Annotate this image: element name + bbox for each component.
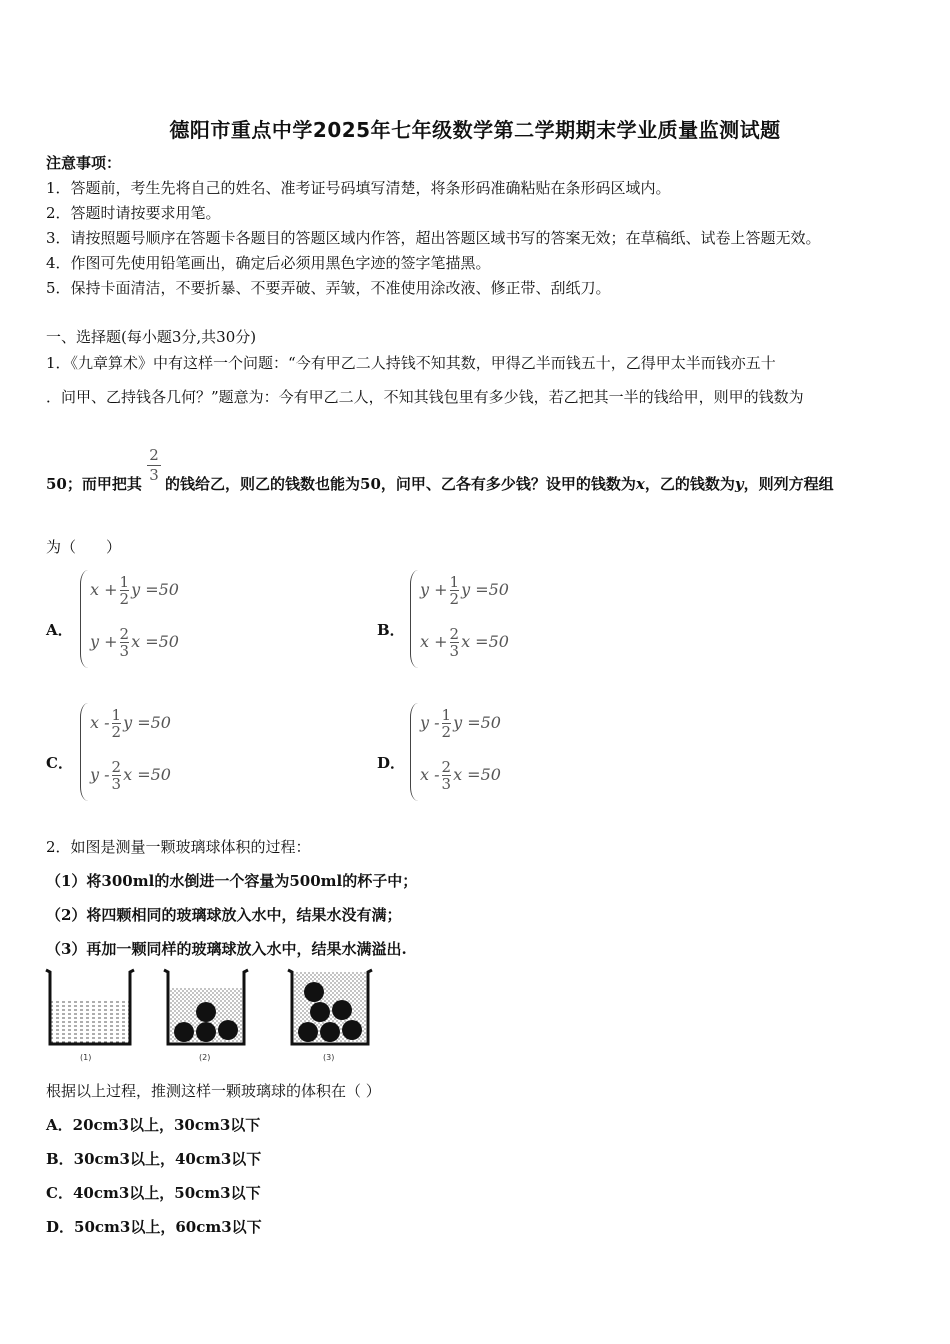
note-item: 4．作图可先使用铅笔画出，确定后必须用黑色字迹的签字笔描黑。 — [46, 254, 491, 272]
q1-line3d: ，则列方程组 — [743, 475, 834, 493]
option-c-system — [80, 703, 220, 803]
glass-ball — [298, 1022, 318, 1042]
q2-option-c[interactable]: C．40cm3以上，50cm3以下 — [46, 1184, 261, 1202]
option-a-label[interactable]: A． — [46, 621, 73, 639]
fig-label-1: (1) — [80, 1053, 92, 1062]
equation-row: x + $\frac{1}{2}$ y =50 — [90, 573, 179, 608]
q2-step: （2）将四颗相同的玻璃球放入水中，结果水没有满； — [46, 906, 402, 924]
fig-label-3: (3) — [323, 1053, 335, 1062]
note-item: 2．答题时请按要求用笔。 — [46, 204, 221, 222]
glass-ball — [320, 1022, 340, 1042]
equation-row: y + $\frac{2}{3}$ x =50 — [90, 625, 179, 660]
q1-line3a: 50；而甲把其 — [46, 475, 142, 493]
equation-row: x - $\frac{1}{2}$ y =50 — [90, 706, 171, 741]
brace — [410, 570, 419, 668]
fig-label-2: (2) — [199, 1053, 211, 1062]
option-c-label[interactable]: C． — [46, 754, 73, 772]
page-title: 德阳市重点中学2025年七年级数学第二学期期末学业质量监测试题 — [169, 118, 781, 142]
beaker-2 — [164, 970, 248, 1062]
var-y: y — [734, 475, 744, 493]
equation-row: y + $\frac{1}{2}$ y =50 — [420, 573, 509, 608]
q2-stem: 2．如图是测量一颗玻璃球体积的过程： — [46, 838, 311, 856]
equation-row: y - $\frac{2}{3}$ x =50 — [90, 758, 171, 793]
q1-line4: 为（ ） — [46, 538, 122, 556]
option-d-label[interactable]: D． — [377, 754, 406, 772]
beaker-1 — [46, 970, 134, 1062]
q2-step: （1）将300ml的水倒进一个容量为500ml的杯子中； — [46, 872, 418, 890]
fraction-two-thirds — [147, 447, 161, 484]
q1-line3b: 的钱给乙，则乙的钱数也能为50，问甲、乙各有多少钱？设甲的钱数为 — [165, 475, 636, 493]
option-d-system — [410, 703, 550, 803]
brace — [80, 570, 89, 668]
q1-line3c: ，乙的钱数为 — [644, 475, 735, 493]
q1-line2: ．问甲、乙持钱各几何？”题意为：今有甲乙二人，不知其钱包里有多少钱，若乙把其一半的钱给甲，则甲的钱数为 — [46, 388, 804, 406]
option-b-system — [410, 570, 550, 670]
brace — [410, 703, 419, 801]
equation-row: x + $\frac{2}{3}$ x =50 — [420, 625, 509, 660]
glass-ball — [174, 1022, 194, 1042]
glass-ball — [304, 982, 324, 1002]
q2-question: 根据以上过程，推测这样一颗玻璃球的体积在（ ） — [46, 1082, 381, 1100]
option-a-system — [80, 570, 220, 670]
fraction-denominator: 3 — [149, 466, 159, 484]
q2-option-d[interactable]: D．50cm3以上，60cm3以下 — [46, 1218, 262, 1236]
beaker-figure — [44, 964, 374, 1064]
q2-option-b[interactable]: B．30cm3以上，40cm3以下 — [46, 1150, 262, 1168]
notes-heading: 注意事项： — [46, 154, 122, 172]
brace — [80, 703, 89, 801]
glass-ball — [310, 1002, 330, 1022]
fraction-numerator: 2 — [149, 446, 159, 464]
glass-ball — [332, 1000, 352, 1020]
equation-row: x - $\frac{2}{3}$ x =50 — [420, 758, 501, 793]
option-b-label[interactable]: B． — [377, 621, 405, 639]
beaker-3 — [288, 970, 372, 1062]
note-item: 3．请按照题号顺序在答题卡各题目的答题区域内作答，超出答题区域书写的答案无效；在草稿纸、试卷上答题无效。 — [46, 229, 821, 247]
glass-ball — [342, 1020, 362, 1040]
note-item: 1．答题前，考生先将自己的姓名、准考证号码填写清楚，将条形码准确粘贴在条形码区域内。 — [46, 179, 671, 197]
q1-line1: 1．《九章算术》中有这样一个问题：“今有甲乙二人持钱不知其数，甲得乙半而钱五十，乙得甲太半而钱亦五十 — [46, 354, 776, 372]
var-x: x — [635, 475, 645, 493]
equation-row: y - $\frac{1}{2}$ y =50 — [420, 706, 501, 741]
glass-ball — [218, 1020, 238, 1040]
section-heading: 一、选择题(每小题3分,共30分) — [46, 328, 257, 346]
q1-line3-text — [165, 473, 834, 494]
note-item: 5．保持卡面清洁，不要折暴、不要弄破、弄皱，不准使用涂改液、修正带、刮纸刀。 — [46, 279, 611, 297]
glass-ball — [196, 1022, 216, 1042]
q2-option-a[interactable]: A．20cm3以上，30cm3以下 — [46, 1116, 261, 1134]
glass-ball — [196, 1002, 216, 1022]
q2-step: （3）再加一颗同样的玻璃球放入水中，结果水满溢出. — [46, 940, 407, 958]
